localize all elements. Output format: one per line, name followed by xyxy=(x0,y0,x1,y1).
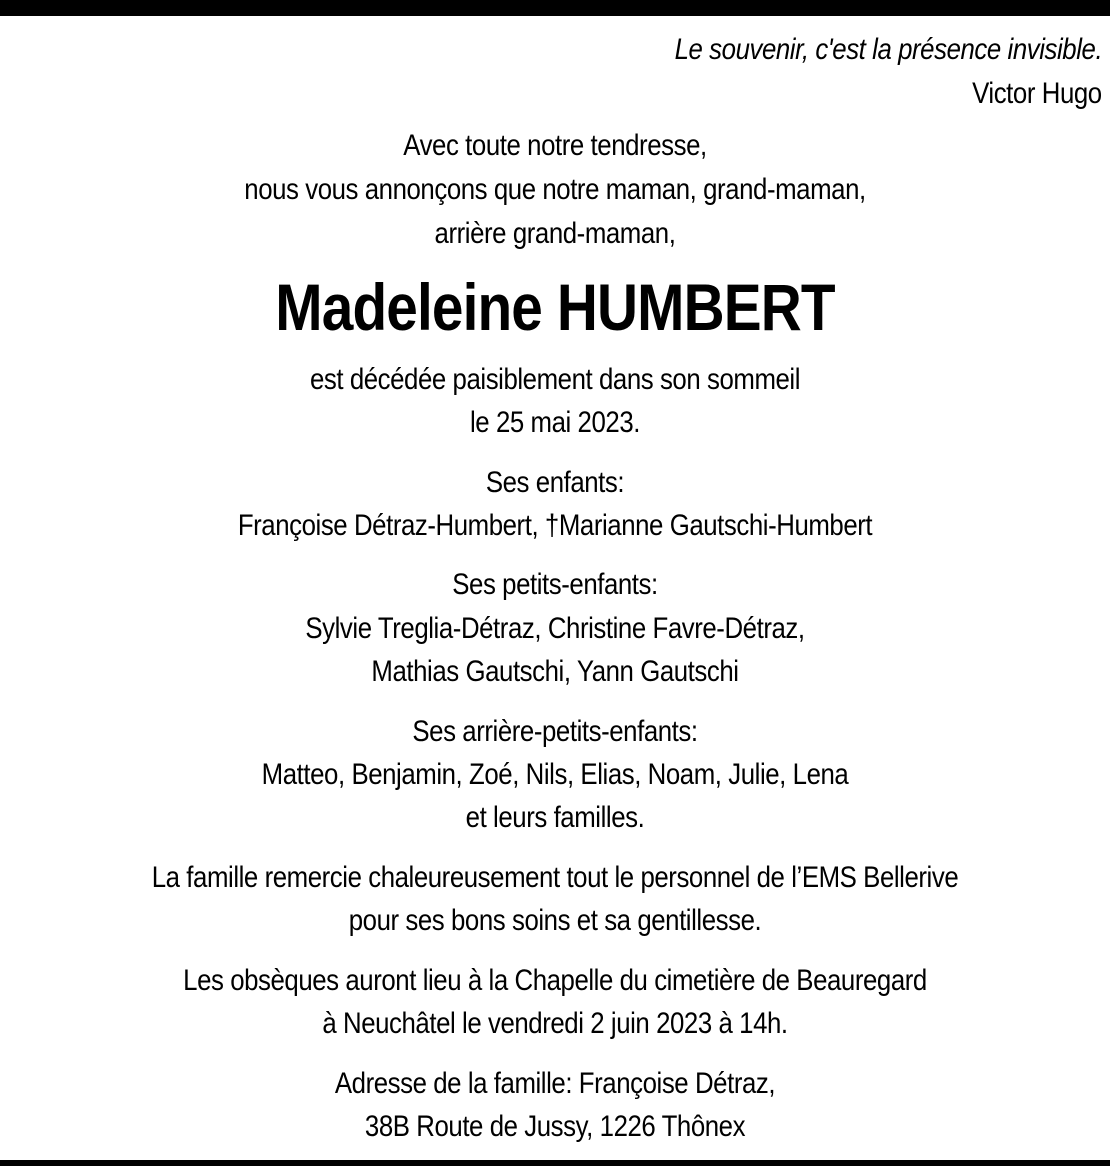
funeral-line-2: à Neuchâtel le vendredi 2 juin 2023 à 14h. xyxy=(322,1007,788,1040)
grandchildren-heading: Ses petits-enfants: xyxy=(452,568,658,601)
death-notice-line-1: est décédée paisiblement dans son sommeil xyxy=(309,363,801,396)
top-border xyxy=(0,0,1110,16)
family-address-line-2: 38B Route de Jussy, 1226 Thônex xyxy=(364,1110,746,1143)
grandchildren-line-2: Mathias Gautschi, Yann Gautschi xyxy=(371,655,739,688)
epigraph-author: Victor Hugo xyxy=(972,77,1102,110)
deceased-name: Madeleine HUMBERT xyxy=(275,270,835,344)
thanks-line-2: pour ses bons soins et sa gentillesse. xyxy=(348,904,762,937)
epigraph-quote: Le souvenir, c'est la présence invisible. xyxy=(674,33,1102,66)
children-heading: Ses enfants: xyxy=(485,466,625,499)
great-grandchildren-line-2: et leurs familles. xyxy=(465,801,645,834)
intro-line-3: arrière grand-maman, xyxy=(434,217,676,250)
grandchildren-line-1: Sylvie Treglia-Détraz, Christine Favre-Détraz, xyxy=(305,612,805,645)
bottom-border xyxy=(0,1160,1110,1166)
intro-line-1: Avec toute notre tendresse, xyxy=(403,129,707,162)
death-notice-line-2: le 25 mai 2023. xyxy=(470,406,640,439)
great-grandchildren-heading: Ses arrière-petits-enfants: xyxy=(412,715,698,748)
family-address-line-1: Adresse de la famille: Françoise Détraz, xyxy=(334,1067,776,1100)
thanks-line-1: La famille remercie chaleureusement tout le personnel de l’EMS Bellerive xyxy=(151,861,959,894)
children-names: Françoise Détraz-Humbert, †Marianne Gautschi-Humbert xyxy=(237,509,873,542)
great-grandchildren-line-1: Matteo, Benjamin, Zoé, Nils, Elias, Noam, Julie, Lena xyxy=(261,758,849,791)
intro-line-2: nous vous annonçons que notre maman, grand-maman, xyxy=(244,173,866,206)
funeral-line-1: Les obsèques auront lieu à la Chapelle du cimetière de Beauregard xyxy=(183,964,927,997)
